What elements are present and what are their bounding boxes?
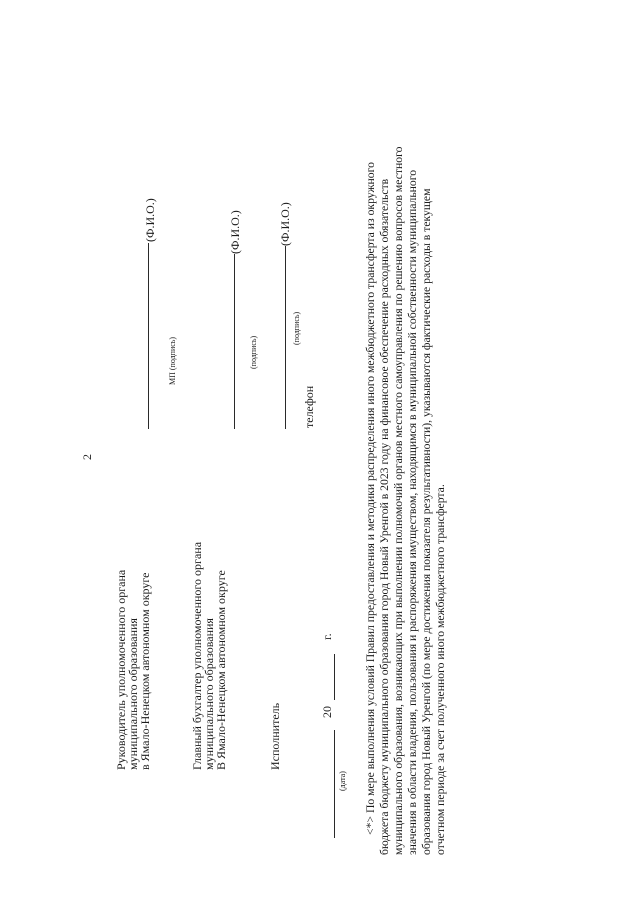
- accountant-signature-caption: (подпись): [249, 335, 258, 369]
- date-year-suffix: г.: [320, 633, 334, 640]
- accountant-title-line-3: В Ямало-Ненецком автономном округе: [214, 570, 228, 770]
- footnote-line-3: муниципального образования, возникающих при выполнении полномочий органов местного самоуправления по решению вопросов местного: [392, 146, 405, 855]
- head-name-caption: (Ф.И.О.): [143, 198, 157, 242]
- page-number: 2: [80, 454, 94, 460]
- executor-signature-line: [285, 246, 286, 429]
- executor-signature-caption: (подпись): [292, 311, 301, 345]
- footnote-line-1: <*> По мере выполнения условий Правил предоставления и методики распределения иного межбюджетного трансферта из окружного: [364, 162, 377, 835]
- accountant-title-line-2: муниципального образования: [202, 618, 216, 770]
- head-title-line-1: Руководитель уполномоченного органа: [114, 569, 128, 770]
- date-year-line: [334, 654, 335, 700]
- footnote-line-4: значения в области владения, пользования и распоряжения имуществом, находящимся в муниципальной собственности муниципального: [406, 169, 419, 855]
- executor-name-caption: (Ф.И.О.): [278, 202, 292, 246]
- accountant-title-line-1: Главный бухгалтер уполномоченного органа: [190, 541, 204, 770]
- date-day-line: [334, 730, 335, 838]
- phone-label: телефон: [302, 385, 316, 428]
- accountant-name-caption: (Ф.И.О.): [228, 210, 242, 254]
- date-year-prefix: 20: [320, 706, 334, 718]
- footnote-line-5: образования город Новый Уренгой (по мере достижения показателя результативности), указываются фактические расходы в текущем: [420, 188, 433, 855]
- head-stamp-caption: МП (подпись): [168, 336, 177, 385]
- footnote-line-2: бюджета бюджету муниципального образования город Новый Уренгой в 2023 году на финансовое обеспечение расходных обязательств: [378, 178, 391, 855]
- executor-title: Исполнитель: [268, 702, 282, 770]
- head-title-line-2: муниципального образования: [126, 618, 140, 770]
- head-signature-line: [148, 243, 149, 429]
- footnote-line-6: отчетном периоде за счет полученного иного межбюджетного трансферта.: [434, 484, 447, 855]
- date-caption: (дата): [338, 771, 347, 791]
- head-title-line-3: в Ямало-Ненецком автономном округе: [138, 572, 152, 770]
- accountant-signature-line: [234, 254, 235, 429]
